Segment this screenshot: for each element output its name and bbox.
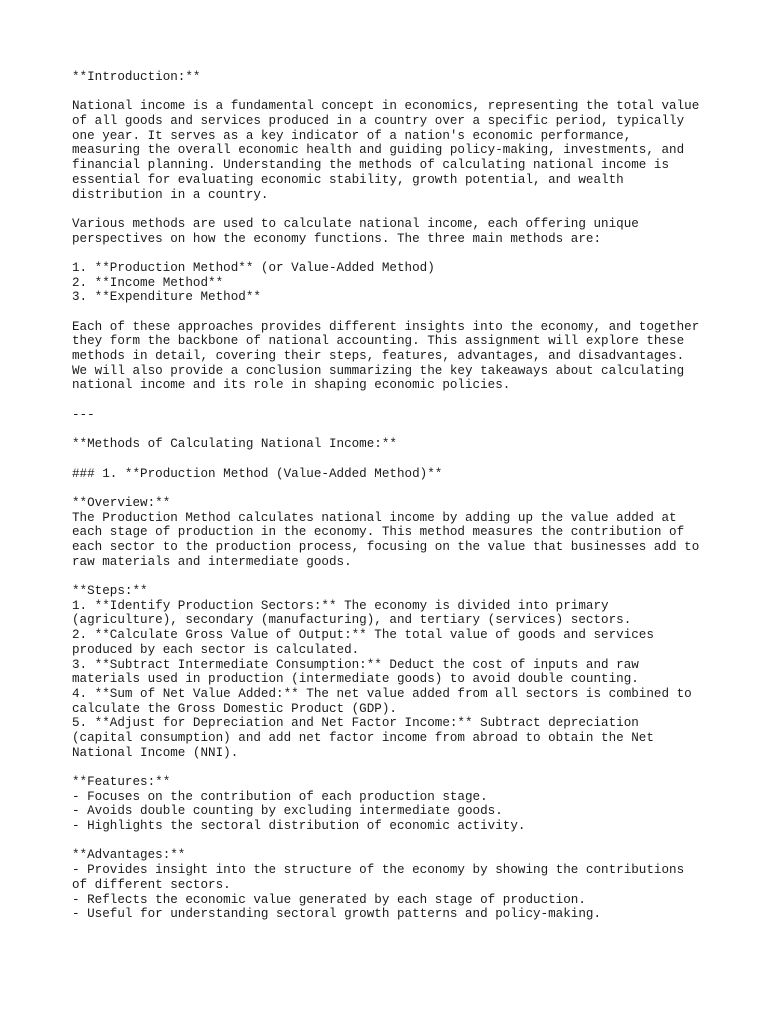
text-line: 1. **Production Method** (or Value-Added Method) — [72, 260, 435, 275]
text-line: essential for evaluating economic stability, growth potential, and wealth — [72, 172, 624, 187]
text-line: **Features:** — [72, 775, 171, 789]
text-line: National Income (NNI). — [72, 745, 239, 760]
text-line: - Useful for understanding sectoral growth patterns and policy-making. — [72, 907, 602, 922]
text-line: distribution in a country. — [72, 187, 269, 202]
text-line: 2. **Calculate Gross Value of Output:** The total value of goods and services — [72, 628, 654, 643]
text-line: calculate the Gross Domestic Product (GDP). — [72, 701, 397, 716]
blank-line — [72, 202, 722, 217]
text-line: --- — [72, 407, 95, 422]
blank-line — [72, 85, 722, 100]
blank-line — [72, 393, 722, 408]
text-line: each stage of production in the economy. This method measures the contribution of — [72, 525, 685, 540]
text-line: raw materials and intermediate goods. — [72, 554, 352, 569]
blank-line — [72, 423, 722, 438]
blank-line — [72, 834, 722, 849]
text-line: 5. **Adjust for Depreciation and Net Factor Income:** Subtract depreciation — [72, 716, 639, 731]
text-line: We will also provide a conclusion summarizing the key takeaways about calculating — [72, 363, 685, 378]
text-line: **Introduction:** — [72, 70, 201, 84]
text-line: 4. **Sum of Net Value Added:** The net value added from all sectors is combined to — [72, 686, 692, 701]
blank-line — [72, 305, 722, 320]
document-page — [72, 70, 722, 922]
text-line: - Provides insight into the structure of the economy by showing the contributions — [72, 863, 685, 878]
text-line: of different sectors. — [72, 877, 231, 892]
text-line: measuring the overall economic health and guiding policy-making, investments, and — [72, 143, 685, 158]
text-line: (agriculture), secondary (manufacturing), and tertiary (services) sectors. — [72, 613, 632, 628]
text-line: - Highlights the sectoral distribution of economic activity. — [72, 819, 526, 834]
text-line: methods in detail, covering their steps, features, advantages, and disadvantages. — [72, 349, 685, 364]
text-line: 3. **Subtract Intermediate Consumption:** Deduct the cost of inputs and raw — [72, 657, 639, 672]
blank-line — [72, 452, 722, 467]
text-line: - Focuses on the contribution of each production stage. — [72, 789, 488, 804]
text-line: **Methods of Calculating National Income:** — [72, 437, 397, 452]
text-line: of all goods and services produced in a country over a specific period, typically — [72, 114, 685, 129]
text-line: they form the backbone of national accounting. This assignment will explore these — [72, 334, 685, 349]
text-line: - Avoids double counting by excluding intermediate goods. — [72, 804, 503, 819]
text-line: National income is a fundamental concept in economics, representing the total value — [72, 99, 700, 114]
text-line: each sector to the production process, focusing on the value that businesses add to — [72, 540, 700, 554]
text-line: ### 1. **Production Method (Value-Added Method)** — [72, 466, 443, 481]
text-line: financial planning. Understanding the methods of calculating national income is — [72, 158, 670, 173]
blank-line — [72, 760, 722, 775]
text-line: 1. **Identify Production Sectors:** The economy is divided into primary — [72, 598, 609, 613]
text-line: Various methods are used to calculate national income, each offering unique — [72, 216, 639, 231]
text-line: one year. It serves as a key indicator of a nation's economic performance, — [72, 128, 632, 143]
text-line: Each of these approaches provides different insights into the economy, and together — [72, 319, 700, 334]
text-line: - Reflects the economic value generated by each stage of production. — [72, 892, 586, 907]
text-line: produced by each sector is calculated. — [72, 642, 360, 657]
text-line: **Overview:** — [72, 495, 171, 510]
blank-line — [72, 246, 722, 261]
text-line: **Advantages:** — [72, 848, 186, 863]
blank-line — [72, 569, 722, 584]
text-line: materials used in production (intermediate goods) to avoid double counting. — [72, 672, 639, 687]
text-line: The Production Method calculates national income by adding up the value added at — [72, 510, 677, 525]
text-line: **Steps:** — [72, 584, 148, 599]
text-line: perspectives on how the economy functions. The three main methods are: — [72, 231, 602, 246]
text-line: 2. **Income Method** — [72, 275, 224, 290]
text-line: national income and its role in shaping economic policies. — [72, 378, 511, 393]
blank-line — [72, 481, 722, 496]
text-line: 3. **Expenditure Method** — [72, 290, 261, 305]
text-line: (capital consumption) and add net factor income from abroad to obtain the Net — [72, 730, 654, 745]
